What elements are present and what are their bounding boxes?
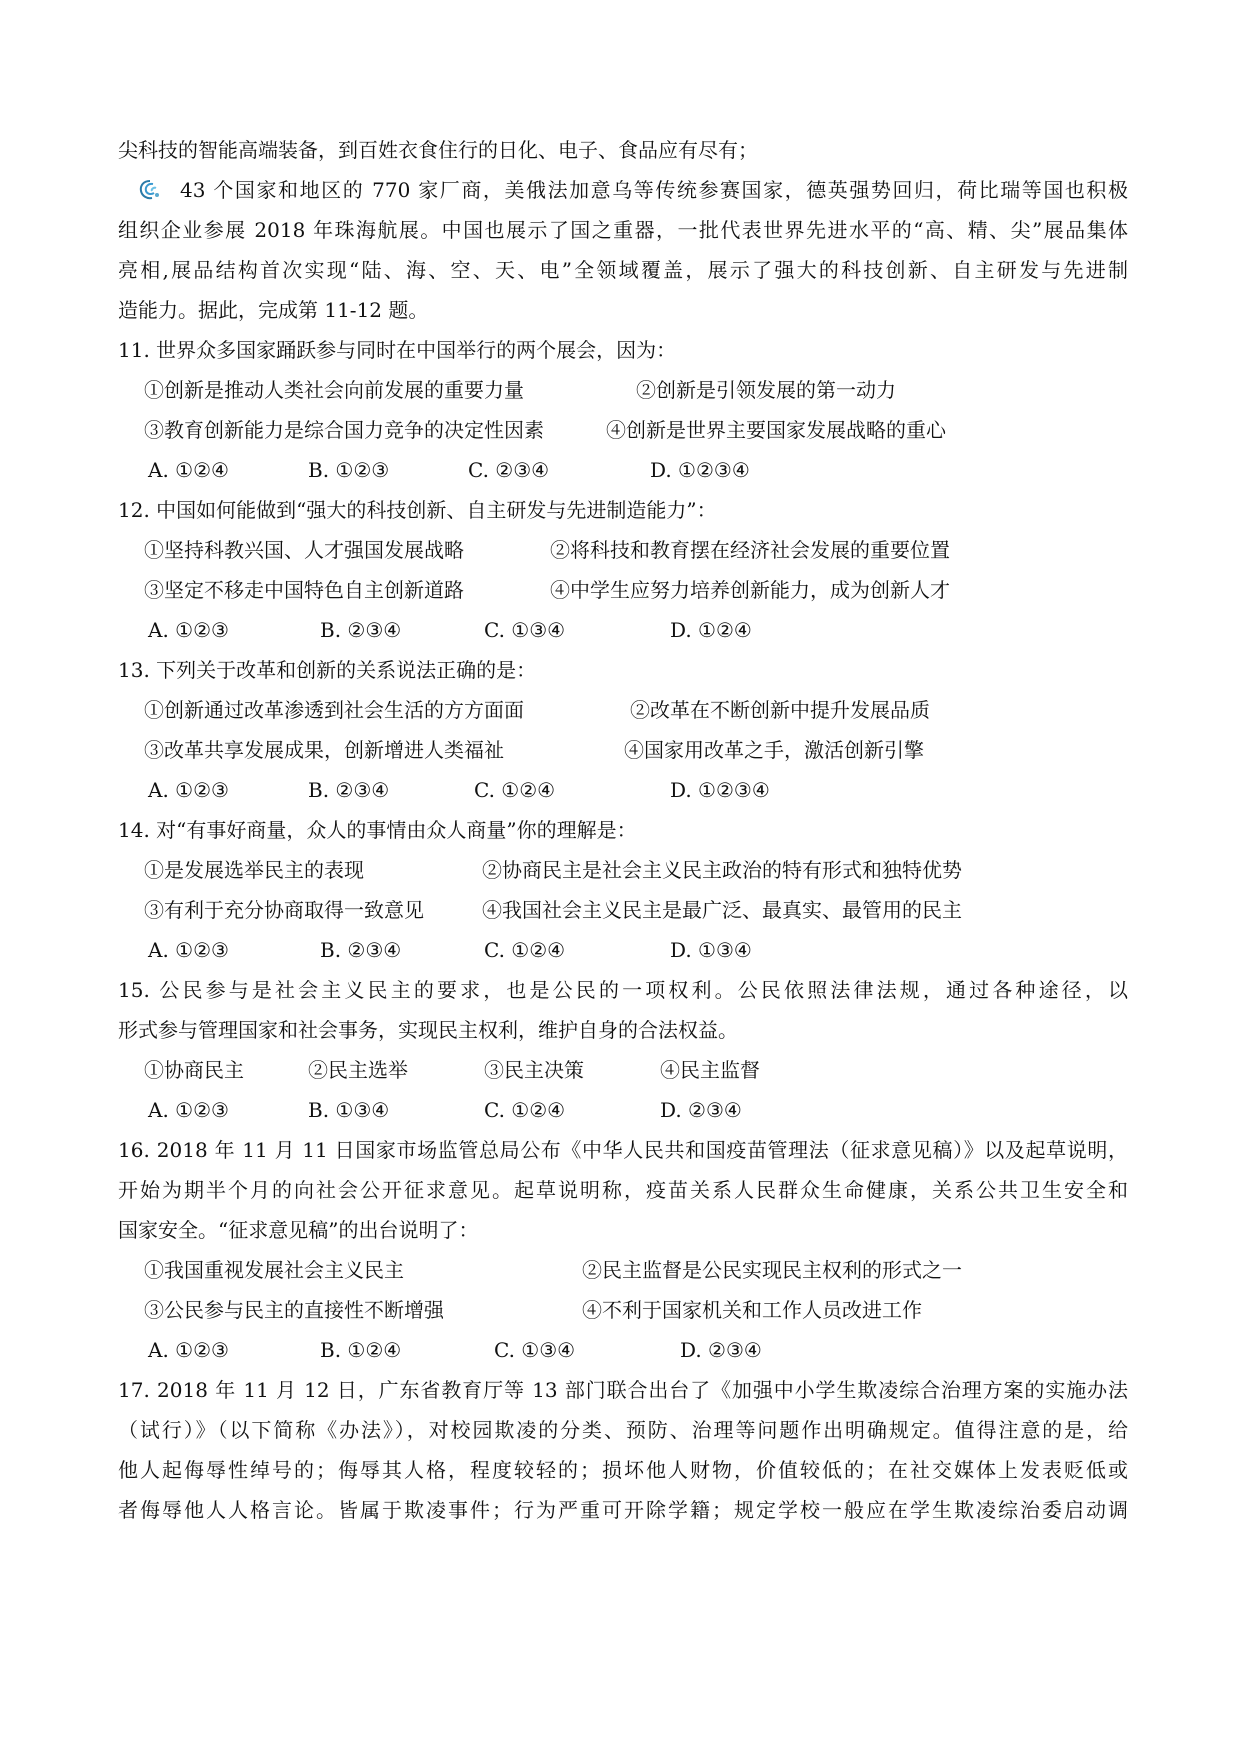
choice-a[interactable]: A. ①②③ (148, 618, 229, 642)
choice-d[interactable]: D. ①②④ (670, 618, 752, 642)
question-14-stem: 14. 对“有事好商量，众人的事情由众人商量”你的理解是： (118, 818, 637, 842)
choice-c[interactable]: C. ①②④ (484, 938, 566, 962)
statement: ④不利于国家机关和工作人员改进工作 (582, 1298, 922, 1322)
statement: ③教育创新能力是综合国力竞争的决定性因素 (144, 418, 544, 442)
choice-c[interactable]: C. ①②④ (484, 1098, 566, 1122)
choice-d[interactable]: D. ①③④ (670, 938, 752, 962)
choice-c[interactable]: C. ②③④ (468, 458, 550, 482)
intro-line-1: 尖科技的智能高端装备，到百姓衣食住行的日化、电子、食品应有尽有； (118, 138, 758, 162)
statement: ①协商民主 (144, 1058, 244, 1082)
choice-b[interactable]: B. ①②④ (320, 1338, 402, 1362)
question-17-stem-line-4: 者侮辱他人人格言论。皆属于欺凌事件；行为严重可开除学籍；规定学校一般应在学生欺凌综治委启动调 (118, 1498, 1128, 1522)
choice-b[interactable]: B. ①③④ (308, 1098, 390, 1122)
choice-b[interactable]: B. ②③④ (320, 618, 402, 642)
statement: ③民主决策 (484, 1058, 584, 1082)
statement: ①坚持科教兴国、人才强国发展战略 (144, 538, 464, 562)
choice-b[interactable]: B. ①②③ (308, 458, 390, 482)
choice-d[interactable]: D. ②③④ (660, 1098, 742, 1122)
choice-c[interactable]: C. ①③④ (484, 618, 566, 642)
choice-d[interactable]: D. ①②③④ (650, 458, 750, 482)
statement: ③公民参与民主的直接性不断增强 (144, 1298, 444, 1322)
statement: ④创新是世界主要国家发展战略的重心 (606, 418, 946, 442)
question-16-stem-line-1: 16. 2018 年 11 月 11 日国家市场监管总局公布《中华人民共和国疫苗管理法（征求意见稿）》以及起草说明， (118, 1138, 1128, 1162)
statement: ①创新通过改革渗透到社会生活的方方面面 (144, 698, 524, 722)
choice-b[interactable]: B. ②③④ (320, 938, 402, 962)
question-16-stem-line-3: 国家安全。“征求意见稿”的出台说明了： (118, 1218, 479, 1242)
statement: ③改革共享发展成果，创新增进人类福祉 (144, 738, 504, 762)
choice-c[interactable]: C. ①③④ (494, 1338, 576, 1362)
question-16-stem-line-2: 开始为期半个月的向社会公开征求意见。起草说明称，疫苗关系人民群众生命健康，关系公共卫生安全和 (118, 1178, 1128, 1202)
statement: ②将科技和教育摆在经济社会发展的重要位置 (550, 538, 950, 562)
question-17-stem-line-2: （试行）》（以下简称《办法》），对校园欺凌的分类、预防、治理等问题作出明确规定。值得注意的是，给 (118, 1418, 1128, 1442)
question-11-stem: 11. 世界众多国家踊跃参与同时在中国举行的两个展会，因为： (118, 338, 677, 362)
question-12-stem: 12. 中国如何能做到“强大的科技创新、自主研发与先进制造能力”： (118, 498, 717, 522)
choice-c[interactable]: C. ①②④ (474, 778, 556, 802)
choice-a[interactable]: A. ①②③ (148, 1098, 229, 1122)
intro-line-4: 亮相,展品结构首次实现“陆、海、空、天、电”全领域覆盖，展示了强大的科技创新、自主研发与先进制 (118, 258, 1128, 282)
choice-b[interactable]: B. ②③④ (308, 778, 390, 802)
statement: ②改革在不断创新中提升发展品质 (630, 698, 930, 722)
statement: ②民主监督是公民实现民主权利的形式之一 (582, 1258, 962, 1282)
question-17-stem-line-1: 17. 2018 年 11 月 12 日，广东省教育厅等 13 部门联合出台了《加强中小学生欺凌综合治理方案的实施办法 (118, 1378, 1128, 1402)
statement: ②创新是引领发展的第一动力 (636, 378, 896, 402)
statement: ④民主监督 (660, 1058, 760, 1082)
statement: ①我国重视发展社会主义民主 (144, 1258, 404, 1282)
statement: ①是发展选举民主的表现 (144, 858, 364, 882)
choice-d[interactable]: D. ①②③④ (670, 778, 770, 802)
statement: ②协商民主是社会主义民主政治的特有形式和独特优势 (482, 858, 962, 882)
statement: ②民主选举 (308, 1058, 408, 1082)
choice-a[interactable]: A. ①②③ (148, 1338, 229, 1362)
question-17-stem-line-3: 他人起侮辱性绰号的；侮辱其人格，程度较轻的；损坏他人财物，价值较低的；在社交媒体上发表贬低或 (118, 1458, 1128, 1482)
question-13-stem: 13. 下列关于改革和创新的关系说法正确的是： (118, 658, 537, 682)
intro-line-2-text: 43 个国家和地区的 770 家厂商，美俄法加意乌等传统参赛国家，德英强势回归，荷比瑞等国也积极 (180, 178, 1128, 202)
swirl-logo-icon (138, 179, 162, 201)
statement: ①创新是推动人类社会向前发展的重要力量 (144, 378, 524, 402)
choice-d[interactable]: D. ②③④ (680, 1338, 762, 1362)
statement: ③坚定不移走中国特色自主创新道路 (144, 578, 464, 602)
choice-a[interactable]: A. ①②④ (148, 458, 229, 482)
question-15-stem-line-1: 15. 公民参与是社会主义民主的要求，也是公民的一项权利。公民依照法律法规，通过各种途径，以 (118, 978, 1128, 1002)
question-15-stem-line-2: 形式参与管理国家和社会事务，实现民主权利，维护自身的合法权益。 (118, 1018, 738, 1042)
intro-line-5: 造能力。据此，完成第 11-12 题。 (118, 298, 429, 322)
statement: ④国家用改革之手，激活创新引擎 (624, 738, 924, 762)
statement: ③有利于充分协商取得一致意见 (144, 898, 424, 922)
statement: ④我国社会主义民主是最广泛、最真实、最管用的民主 (482, 898, 962, 922)
statement: ④中学生应努力培养创新能力，成为创新人才 (550, 578, 950, 602)
choice-a[interactable]: A. ①②③ (148, 778, 229, 802)
choice-a[interactable]: A. ①②③ (148, 938, 229, 962)
intro-line-2 (118, 176, 1128, 204)
intro-line-3: 组织企业参展 2018 年珠海航展。中国也展示了国之重器，一批代表世界先进水平的“高、精、尖”展品集体 (118, 218, 1128, 242)
